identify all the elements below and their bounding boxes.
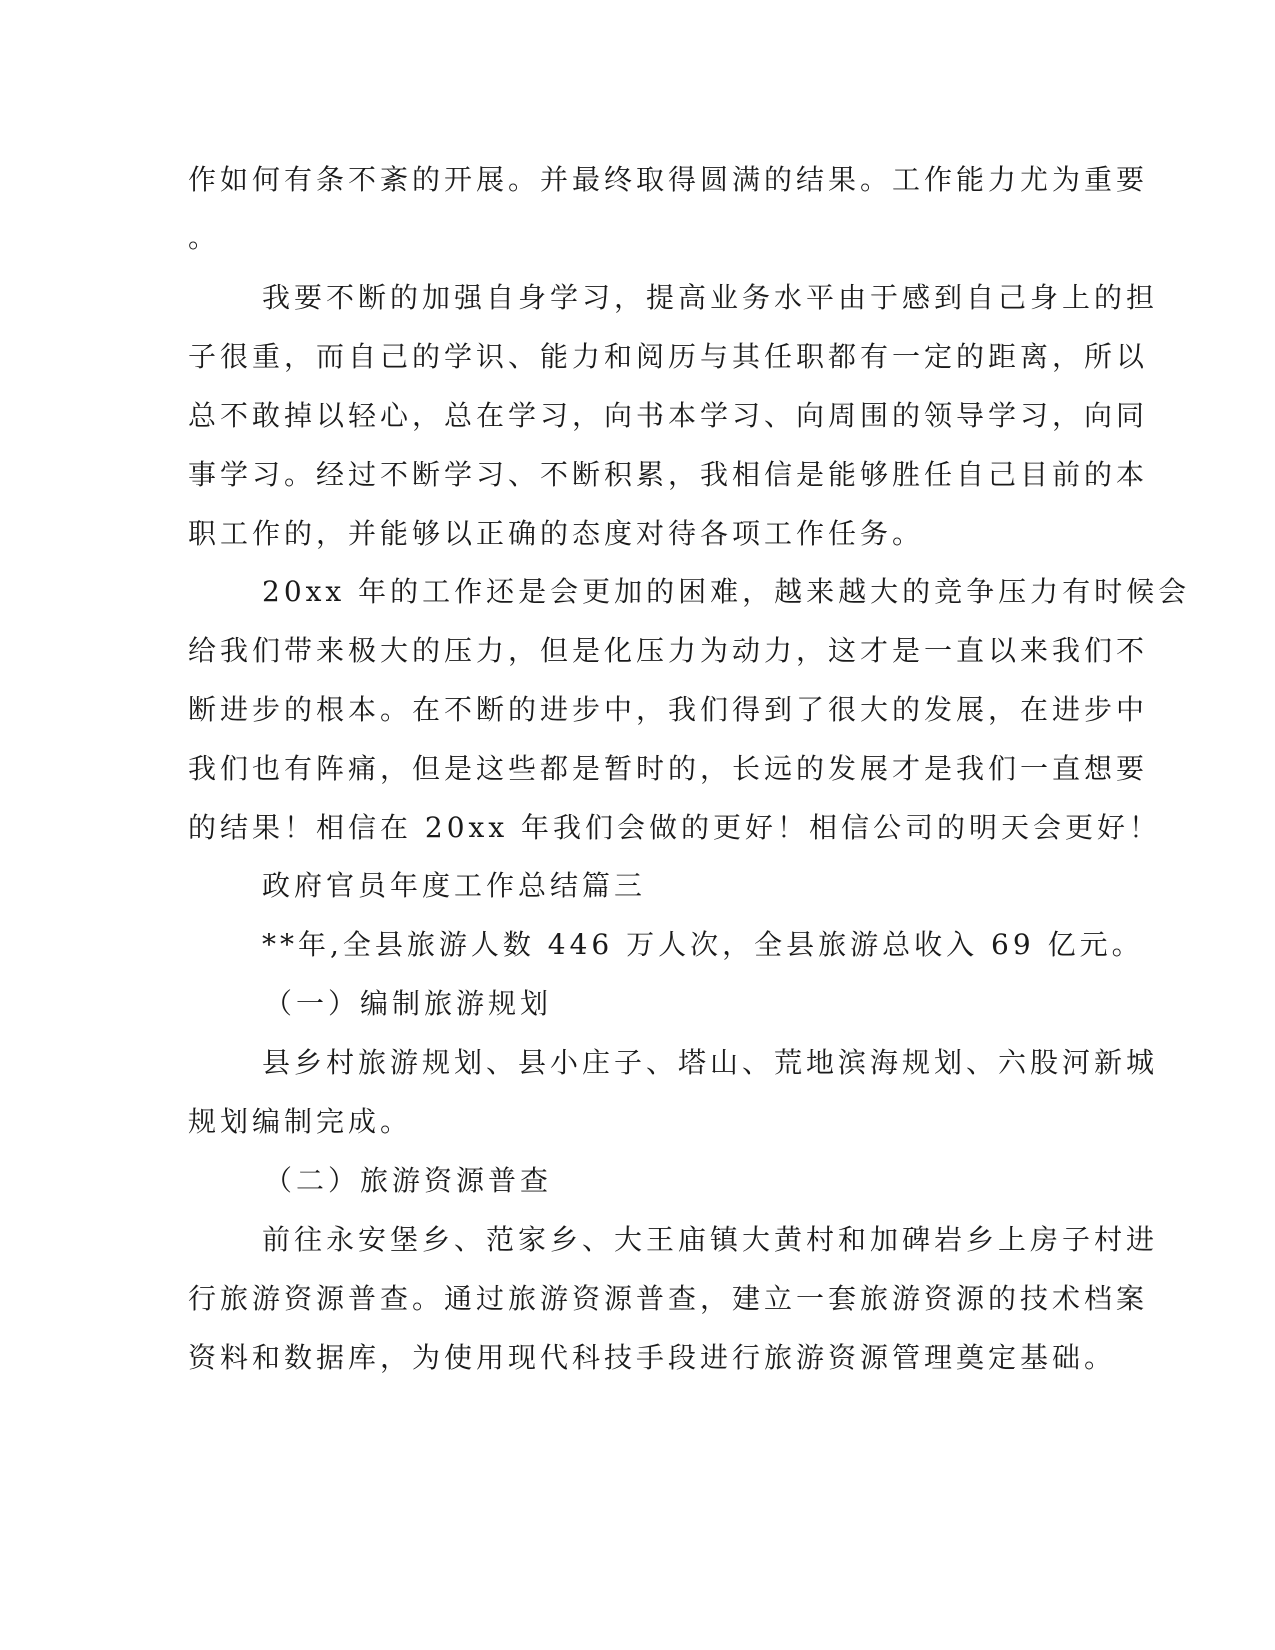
paragraph-start: 县乡村旅游规划、县小庄子、塔山、荒地滨海规划、六股河新城 [262, 1046, 1159, 1079]
subsection-heading: （一）编制旅游规划 [264, 987, 553, 1020]
text-line: 资料和数据库，为使用现代科技手段进行旅游资源管理奠定基础。 [188, 1341, 1117, 1374]
text-line: 行旅游资源普查。通过旅游资源普查，建立一套旅游资源的技术档案 [188, 1282, 1149, 1315]
text-line: 职工作的，并能够以正确的态度对待各项工作任务。 [188, 517, 925, 550]
text-line: 事学习。经过不断学习、不断积累，我相信是能够胜任自己目前的本 [188, 458, 1149, 491]
text-line: 总不敢掉以轻心，总在学习，向书本学习、向周围的领导学习，向同 [188, 399, 1149, 432]
text-line: 我们也有阵痛，但是这些都是暂时的，长远的发展才是我们一直想要 [188, 752, 1149, 785]
text-line: 规划编制完成。 [188, 1105, 413, 1138]
section-heading: 政府官员年度工作总结篇三 [262, 869, 647, 902]
text-line: 给我们带来极大的压力，但是化压力为动力，这才是一直以来我们不 [188, 634, 1149, 667]
paragraph-start: **年,全县旅游人数 446 万人次，全县旅游总收入 69 亿元。 [262, 928, 1144, 961]
text-line: 的结果！相信在 20xx 年我们会做的更好！相信公司的明天会更好！ [188, 811, 1162, 844]
subsection-heading: （二）旅游资源普查 [264, 1164, 553, 1197]
text-line: 。 [188, 221, 221, 254]
text-line: 子很重，而自己的学识、能力和阅历与其任职都有一定的距离，所以 [188, 340, 1149, 373]
paragraph-start: 前往永安堡乡、范家乡、大王庙镇大黄村和加碑岩乡上房子村进 [262, 1223, 1159, 1256]
text-line: 断进步的根本。在不断的进步中，我们得到了很大的发展，在进步中 [188, 693, 1149, 726]
text-line: 作如何有条不紊的开展。并最终取得圆满的结果。工作能力尤为重要 [188, 163, 1149, 196]
paragraph-start: 我要不断的加强自身学习，提高业务水平由于感到自己身上的担 [262, 281, 1159, 314]
paragraph-start: 20xx 年的工作还是会更加的困难，越来越大的竞争压力有时候会 [262, 575, 1191, 608]
